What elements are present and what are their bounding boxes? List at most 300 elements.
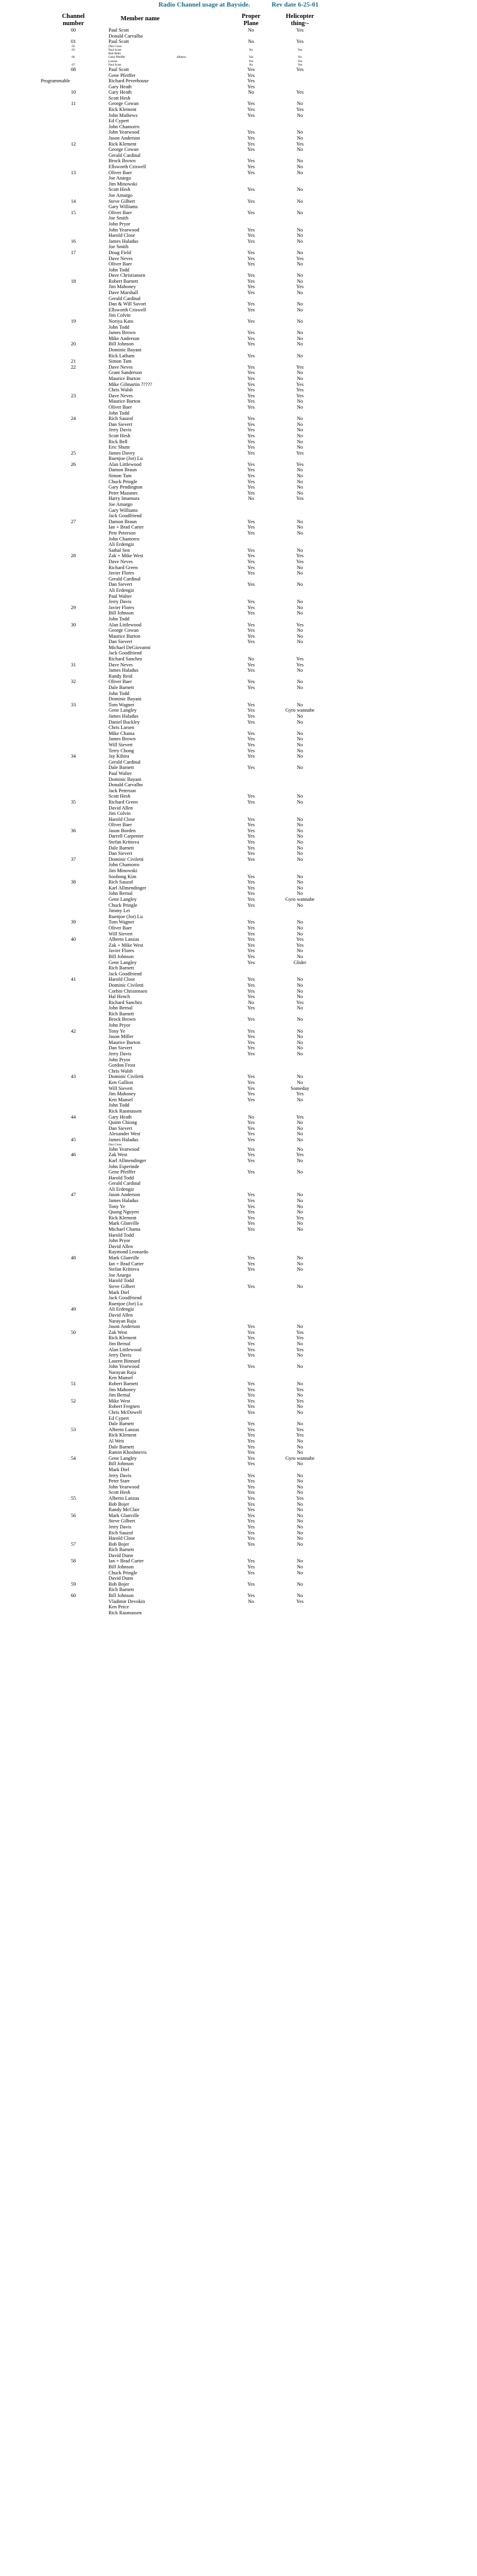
member-name: Ruenjoe (Jor) Lu	[109, 456, 143, 462]
table-row	[0, 1341, 477, 1347]
proper-plane-value: Yes	[247, 822, 255, 828]
member-name: Maurice Burton	[109, 1039, 141, 1045]
proper-plane-value: Yes	[247, 1045, 255, 1051]
proper-plane-value: No	[247, 27, 255, 33]
helicopter-value: No	[296, 668, 303, 674]
table-row	[0, 1364, 477, 1370]
proper-plane-value: Yes	[247, 994, 255, 1000]
table-row	[0, 851, 477, 857]
table-row	[0, 1169, 477, 1175]
table-row	[0, 971, 477, 977]
table-row	[0, 931, 477, 937]
member-name: James Davey	[109, 450, 135, 456]
helicopter-value: No	[296, 1518, 303, 1524]
table-row	[0, 1335, 477, 1341]
table-row	[0, 1227, 477, 1233]
proper-plane-value: Yes	[247, 530, 255, 536]
helicopter-value: No	[296, 1146, 303, 1152]
proper-plane-value: No	[249, 48, 253, 52]
revision-date: Rev date 6-25-01	[271, 1, 319, 8]
helicopter-value: No	[296, 524, 303, 530]
member-name: Simon Tam	[109, 359, 132, 365]
table-row	[0, 1051, 477, 1057]
member-name: David Dunn	[109, 1576, 134, 1582]
helicopter-value: No	[296, 438, 303, 444]
proper-plane-value: Yes	[247, 427, 255, 433]
member-name: Dominic Civiletti	[109, 982, 144, 988]
table-row	[0, 908, 477, 914]
channel-number: 60	[70, 1593, 76, 1599]
table-row	[0, 542, 477, 548]
member-name: John Yearwood	[109, 1146, 140, 1152]
proper-plane-value: Yes	[247, 341, 255, 347]
member-name: Mark Diel	[109, 1289, 129, 1295]
helicopter-value: No	[296, 290, 303, 296]
proper-plane-value: Yes	[247, 1120, 255, 1126]
table-row	[0, 370, 477, 376]
helicopter-value: Yes	[296, 1432, 304, 1438]
helicopter-value: Yes	[296, 107, 304, 113]
proper-plane-value: Yes	[247, 679, 255, 685]
member-name: Harold Todd	[109, 1278, 134, 1284]
table-row	[0, 336, 477, 342]
helicopter-value: No	[296, 278, 303, 284]
table-row	[0, 782, 477, 788]
proper-plane-value: Yes	[247, 1518, 255, 1524]
member-name: Mark Glanville	[109, 1255, 140, 1261]
member-name: John Chamorro	[109, 536, 140, 542]
table-row	[0, 805, 477, 811]
proper-plane-value: Yes	[247, 1261, 255, 1267]
table-row	[0, 387, 477, 393]
proper-plane-value: Yes	[247, 1131, 255, 1137]
table-row	[0, 290, 477, 296]
member-name: Harry Imamura	[109, 496, 140, 502]
channel-number: 58	[70, 1558, 76, 1564]
table-row	[0, 1120, 477, 1126]
proper-plane-value: Yes	[247, 233, 255, 239]
proper-plane-value: Yes	[247, 856, 255, 862]
member-name: Maurice Burton	[109, 375, 141, 381]
table-row	[0, 989, 477, 994]
member-name: Gary Williams	[109, 507, 138, 513]
table-row	[0, 233, 477, 239]
table-row	[0, 708, 477, 714]
member-name: Alexander West	[109, 1131, 141, 1137]
table-row	[0, 1192, 477, 1198]
helicopter-value: Yes	[296, 387, 304, 393]
channel-number: 47	[70, 1192, 76, 1198]
member-name: Alan Littlewood	[109, 622, 142, 628]
member-name: Tony Ye	[109, 1028, 125, 1034]
proper-plane-value: Yes	[247, 827, 255, 833]
table-row	[0, 1045, 477, 1051]
member-name: James Haladus	[109, 1198, 139, 1204]
proper-plane-value: Yes	[247, 1085, 255, 1091]
proper-plane-value: Yes	[247, 1530, 255, 1536]
member-name: Joe Amargo	[109, 502, 133, 508]
table-row	[0, 1490, 477, 1496]
table-row	[0, 1576, 477, 1582]
table-row	[0, 582, 477, 588]
proper-plane-value: Yes	[247, 1255, 255, 1261]
table-row	[0, 439, 477, 445]
helicopter-value: Yes	[296, 393, 304, 399]
member-name: Ken Mansel	[109, 1375, 133, 1381]
member-name: John Pryor	[109, 1057, 131, 1062]
table-row	[0, 1467, 477, 1473]
table-row	[0, 742, 477, 748]
member-name: Oliver Baer	[109, 261, 132, 267]
proper-plane-value: Yes	[247, 942, 255, 948]
helicopter-value: No	[296, 1340, 303, 1346]
table-row	[0, 239, 477, 245]
proper-plane-value: Yes	[247, 1034, 255, 1040]
helicopter-value: No	[296, 1136, 303, 1142]
proper-plane-value: Yes	[247, 702, 255, 708]
proper-plane-value: Yes	[247, 959, 255, 965]
member-name: Steve Gilbert	[109, 1518, 135, 1524]
member-name: Joe Smith	[109, 215, 129, 221]
proper-plane-value: Yes	[247, 1426, 255, 1432]
helicopter-value: No	[296, 1524, 303, 1530]
channel-number: Programmable	[41, 78, 70, 84]
helicopter-value: No	[296, 982, 303, 988]
table-row	[0, 1267, 477, 1272]
helicopter-value: No	[296, 444, 303, 450]
table-row	[0, 1524, 477, 1530]
member-name: Ian + Brad Carter	[109, 1261, 144, 1267]
table-row	[0, 422, 477, 428]
proper-plane-value: Yes	[247, 1227, 255, 1233]
channel-number: 13	[70, 169, 76, 175]
member-name: Rick Klement	[109, 141, 137, 147]
table-row	[0, 1564, 477, 1570]
channel-number: 31	[70, 662, 76, 668]
table-row	[0, 1542, 477, 1548]
proper-plane-value: Yes	[247, 129, 255, 135]
proper-plane-value: Yes	[247, 1404, 255, 1410]
helicopter-value: Yes	[296, 1346, 304, 1352]
channel-number: 57	[70, 1541, 76, 1547]
proper-plane-value: Yes	[247, 147, 255, 153]
table-row	[0, 467, 477, 473]
proper-plane-value: No	[247, 1114, 255, 1120]
proper-plane-value: Yes	[247, 851, 255, 857]
member-name: David Allen	[109, 1243, 133, 1249]
helicopter-value: No	[296, 1267, 303, 1272]
proper-plane-value: Yes	[247, 662, 255, 668]
helicopter-value: No	[296, 112, 303, 118]
helicopter-value: No	[296, 164, 303, 169]
table-row	[0, 1610, 477, 1616]
member-name: Rick Bell	[109, 438, 128, 444]
table-row	[0, 822, 477, 828]
helicopter-value: No	[296, 1074, 303, 1080]
proper-plane-value: Yes	[247, 473, 255, 479]
proper-plane-value: Yes	[247, 925, 255, 931]
proper-plane-value: Yes	[247, 873, 255, 879]
table-row	[0, 1158, 477, 1164]
table-row	[0, 1017, 477, 1023]
helicopter-value: No	[296, 273, 303, 279]
proper-plane-value: Yes	[247, 187, 255, 193]
channel-number: 52	[70, 1398, 76, 1404]
proper-plane-value: No	[247, 1598, 255, 1604]
helicopter-value: No	[296, 1192, 303, 1198]
helicopter-value: No	[296, 925, 303, 931]
helicopter-value: Gyro wannabe	[285, 1455, 315, 1461]
table-row	[0, 359, 477, 365]
member-name: Don Cross	[109, 1142, 122, 1147]
member-name: Rich Barnett	[109, 1587, 134, 1593]
table-row	[0, 27, 477, 33]
helicopter-value: No	[296, 610, 303, 616]
channel-number: 22	[70, 364, 76, 370]
member-name: Donald Carvalho	[109, 33, 143, 39]
proper-plane-value: Yes	[247, 1444, 255, 1450]
table-row	[0, 404, 477, 410]
helicopter-value: No	[296, 1157, 303, 1163]
proper-plane-value: Yes	[247, 931, 255, 937]
proper-plane-value: Yes	[247, 885, 255, 891]
member-name: Paul Scott	[109, 27, 129, 33]
table-row	[0, 937, 477, 943]
table-row	[0, 410, 477, 416]
helicopter-value: Someday	[290, 1085, 309, 1091]
member-name: Joe Smith	[109, 244, 129, 250]
member-name: Ed Cypert	[109, 1415, 129, 1421]
helicopter-value: Yes	[296, 89, 304, 95]
table-row	[0, 204, 477, 210]
member-name: Bob Bojer	[109, 1501, 129, 1507]
member-name: Ian + Brad Carter	[109, 1558, 144, 1564]
table-row	[0, 1444, 477, 1450]
member-name: Dale Barnett	[109, 685, 134, 691]
member-name: Jack Peterson	[109, 787, 136, 793]
helicopter-value: No	[296, 919, 303, 925]
member-name: Jim Bernal	[109, 1340, 131, 1346]
helicopter-value: Yes	[296, 1091, 304, 1097]
helicopter-value: No	[296, 1410, 303, 1416]
member-name: Paul Scott	[109, 39, 129, 45]
proper-plane-value: Yes	[247, 1192, 255, 1198]
member-name: Simon Tam	[109, 473, 132, 479]
proper-plane-value: Yes	[247, 1074, 255, 1080]
helicopter-value: No	[296, 1221, 303, 1227]
proper-plane-value: Yes	[247, 158, 255, 164]
page-title-main: Radio Channel usage at Bayside.	[158, 1, 250, 8]
table-row	[0, 845, 477, 851]
member-name: Donald Carvalho	[109, 782, 143, 788]
member-name: Vladimir Devokin	[109, 1598, 145, 1604]
member-name: Rick Rasmussen	[109, 1610, 142, 1616]
table-row	[0, 839, 477, 845]
proper-plane-value: Yes	[247, 1558, 255, 1564]
member-name: Will Sievert	[109, 742, 133, 748]
proper-plane-value: Yes	[247, 1152, 255, 1158]
channel-number: 01	[70, 39, 76, 45]
table-row	[0, 508, 477, 514]
proper-plane-value: Yes	[247, 164, 255, 169]
proper-plane-value: Yes	[247, 982, 255, 988]
table-row	[0, 1312, 477, 1318]
member-name: Brock Brown	[109, 158, 136, 164]
channel-number: 24	[70, 416, 76, 422]
table-row	[0, 1478, 477, 1484]
channel-number: 30	[70, 622, 76, 628]
table-row	[0, 107, 477, 113]
helicopter-value: No	[296, 101, 303, 107]
member-name: Jim Colvin	[109, 313, 131, 319]
proper-plane-value: Yes	[247, 364, 255, 370]
member-name: Jack Goodfriend	[109, 1295, 142, 1301]
member-name: Gary Heath	[109, 84, 132, 89]
proper-plane-value: Yes	[247, 1421, 255, 1427]
table-row	[0, 1306, 477, 1312]
table-row	[0, 524, 477, 530]
channel-number: 29	[70, 604, 76, 610]
member-name: Bill Johnson	[109, 341, 134, 347]
channel-number: 16	[70, 238, 76, 244]
table-row	[0, 610, 477, 616]
table-row	[0, 874, 477, 880]
helicopter-value: No	[296, 719, 303, 725]
helicopter-value: Yes	[296, 1598, 304, 1604]
member-name: Jim Bernal	[109, 1392, 131, 1398]
member-name: Dan Sievert	[109, 1045, 132, 1051]
channel-number: 23	[70, 393, 76, 399]
table-row	[0, 925, 477, 931]
member-name: Zak West	[109, 1329, 128, 1335]
table-row	[0, 1593, 477, 1599]
member-name: Dan Sievert	[109, 639, 132, 645]
member-name: Bill Johnson	[109, 610, 134, 616]
member-name: Alberto Lanzas	[109, 1495, 140, 1501]
table-row	[0, 994, 477, 1000]
helicopter-value: No	[296, 604, 303, 610]
table-row	[0, 719, 477, 725]
member-name: John Todd	[109, 1102, 129, 1108]
helicopter-value: No	[296, 1438, 303, 1444]
proper-plane-value: Yes	[247, 948, 255, 954]
table-row	[0, 158, 477, 164]
page-title	[0, 1, 477, 8]
member-name: George Cowan	[109, 101, 139, 107]
member-name: Paul Walter	[109, 770, 132, 776]
proper-plane-value: Yes	[247, 599, 255, 605]
table-row	[0, 118, 477, 124]
member-name: John Esperinde	[109, 1163, 140, 1169]
member-name: Mike Anderson	[109, 335, 140, 341]
helicopter-value: No	[296, 1484, 303, 1490]
proper-plane-value: Yes	[247, 450, 255, 456]
helicopter-value: No	[296, 582, 303, 588]
member-name: Narayan Raju	[109, 1318, 137, 1324]
table-row	[0, 1604, 477, 1610]
helicopter-value: No	[296, 1512, 303, 1518]
member-name: Jerry Davis	[109, 1051, 132, 1057]
table-row	[0, 1040, 477, 1046]
proper-plane-value: Yes	[247, 421, 255, 427]
helicopter-value: No	[296, 473, 303, 479]
member-name: Scott Hesh	[109, 433, 131, 438]
proper-plane-value: Yes	[247, 799, 255, 805]
member-name: Harold Todd	[109, 1175, 134, 1181]
helicopter-value: No	[296, 416, 303, 422]
member-name: Brock Brown	[109, 1017, 136, 1023]
table-row	[0, 1530, 477, 1536]
table-row	[0, 1005, 477, 1011]
helicopter-value: No	[296, 1581, 303, 1587]
member-name: Maurice Burton	[109, 399, 141, 404]
member-name: Randy McClair	[109, 1507, 140, 1513]
proper-plane-value: Yes	[247, 753, 255, 759]
helicopter-value: No	[296, 187, 303, 193]
proper-plane-value: Yes	[247, 290, 255, 296]
proper-plane-value: Yes	[247, 490, 255, 496]
channel-number: 44	[70, 1114, 76, 1120]
helicopter-value: No	[296, 1444, 303, 1450]
proper-plane-value: Yes	[247, 1461, 255, 1467]
helicopter-value: No	[296, 301, 303, 307]
table-row	[0, 1011, 477, 1017]
helicopter-value: No	[296, 1097, 303, 1102]
helicopter-value: No	[296, 873, 303, 879]
member-name: Dave Neves	[109, 558, 133, 564]
channel-number: 21	[70, 359, 76, 365]
table-row	[0, 267, 477, 273]
table-row	[0, 1553, 477, 1559]
member-name: Will Sievert	[109, 1085, 133, 1091]
helicopter-value: No	[296, 490, 303, 496]
member-name: Oliver Baer	[109, 209, 132, 215]
helicopter-value: No	[296, 988, 303, 994]
table-row	[0, 187, 477, 193]
member-name: Jerry Davis	[109, 427, 132, 433]
table-row	[0, 793, 477, 799]
table-row	[0, 1181, 477, 1187]
member-name: Gerald Cardinal	[109, 576, 141, 582]
table-row	[0, 891, 477, 897]
member-name: Ken Peice	[109, 1604, 129, 1610]
helicopter-value: No	[296, 1352, 303, 1358]
table-row	[0, 1097, 477, 1103]
member-name: John Chamorro	[109, 862, 140, 868]
proper-plane-value: Yes	[247, 1005, 255, 1011]
channel-number: 11	[70, 101, 76, 107]
helicopter-value: Yes	[296, 27, 304, 33]
helicopter-value: No	[296, 1255, 303, 1261]
table-row	[0, 1023, 477, 1028]
table-row	[0, 897, 477, 903]
table-row	[0, 1507, 477, 1513]
member-name: Chuck Pringle	[109, 478, 138, 484]
table-row	[0, 462, 477, 468]
helicopter-value: Yes	[296, 66, 304, 72]
table-row	[0, 668, 477, 674]
member-name: Chuck Pringle	[109, 902, 138, 908]
member-name: Gerald Cardinal	[109, 295, 141, 301]
member-name: Ali Erdengiz	[109, 1186, 135, 1192]
table-row	[0, 1404, 477, 1410]
helicopter-value: No	[296, 679, 303, 685]
table-row	[0, 1284, 477, 1290]
table-row	[0, 124, 477, 130]
table-row	[0, 284, 477, 290]
proper-plane-value: Yes	[247, 112, 255, 118]
proper-plane-value: Yes	[247, 765, 255, 771]
